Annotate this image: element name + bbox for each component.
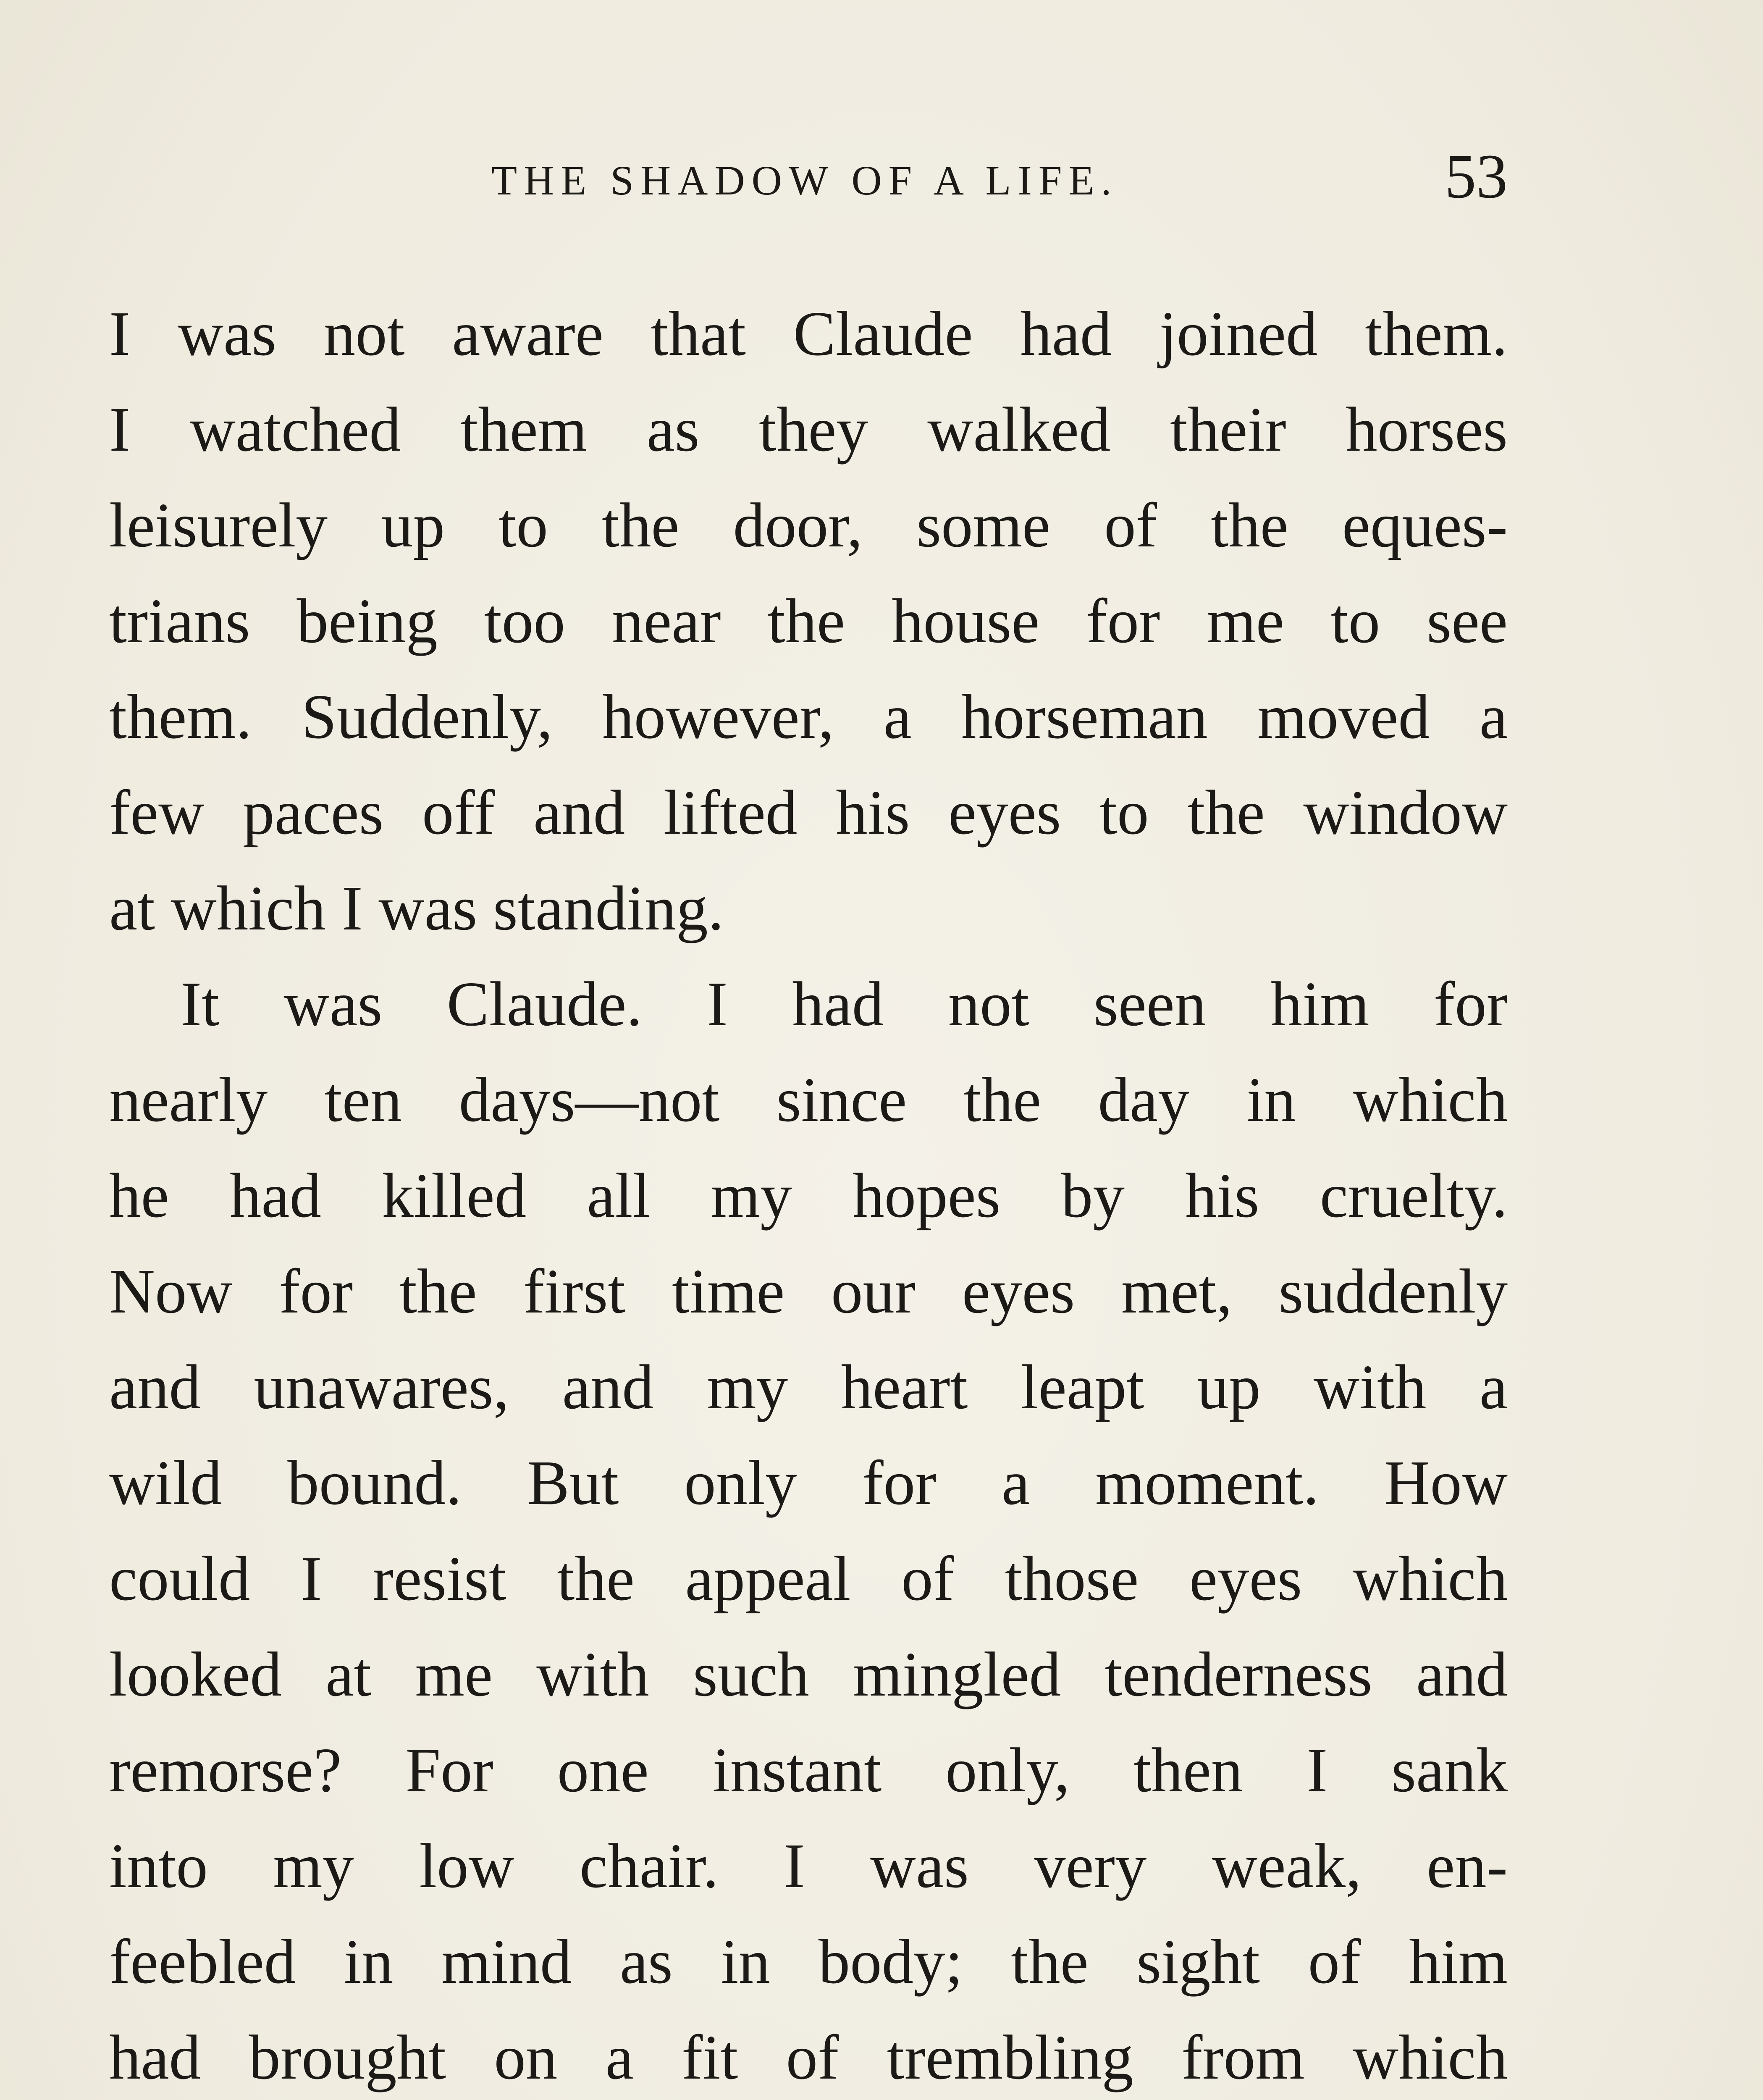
running-title: THE SHADOW OF A LIFE. bbox=[491, 157, 1118, 204]
body-text bbox=[109, 286, 1508, 2100]
text-line: Now for the first time our eyes met, suddenly bbox=[109, 1256, 1508, 1326]
text-line: them. Suddenly, however, a horseman moved a bbox=[109, 681, 1508, 752]
text-line: into my low chair. I was very weak, en- bbox=[109, 1830, 1508, 1901]
text-line: looked at me with such mingled tenderness and bbox=[109, 1639, 1508, 1709]
text-line: and unawares, and my heart leapt up with a bbox=[109, 1352, 1508, 1422]
text-line: few paces off and lifted his eyes to the window bbox=[109, 777, 1508, 848]
text-line: could I resist the appeal of those eyes which bbox=[109, 1543, 1508, 1614]
text-line: It was Claude. I had not seen him for bbox=[181, 969, 1508, 1039]
text-line: wild bound. But only for a moment. How bbox=[109, 1447, 1508, 1518]
running-head bbox=[0, 139, 1763, 223]
text-line: leisurely up to the door, some of the eques- bbox=[109, 490, 1508, 560]
text-line: trians being too near the house for me to see bbox=[109, 585, 1508, 656]
text-line: he had killed all my hopes by his cruelty. bbox=[109, 1160, 1508, 1231]
text-line: remorse? For one instant only, then I sank bbox=[109, 1735, 1508, 1805]
text-line: I watched them as they walked their horses bbox=[109, 394, 1508, 465]
text-line: had brought on a fit of trembling from which bbox=[109, 2022, 1508, 2092]
text-line: nearly ten days—not since the day in which bbox=[109, 1064, 1508, 1135]
text-line: I was not aware that Claude had joined them. bbox=[109, 298, 1508, 369]
text-line: feebled in mind as in body; the sight of him bbox=[109, 1926, 1508, 1997]
page-number: 53 bbox=[1445, 142, 1508, 211]
text-line: at which I was standing. bbox=[109, 873, 724, 943]
